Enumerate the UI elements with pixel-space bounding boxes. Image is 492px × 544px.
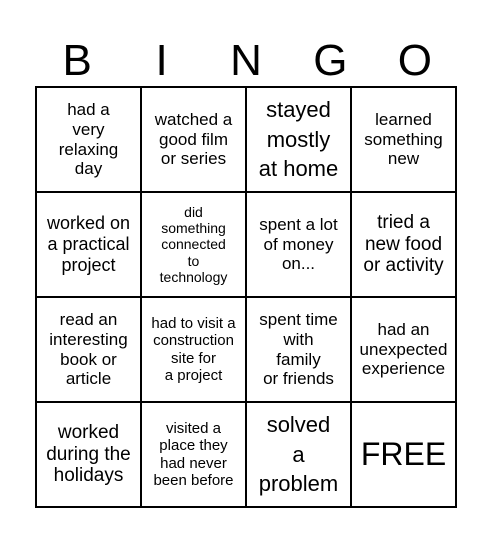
bingo-cell[interactable]: worked during the holidays — [37, 403, 142, 508]
header-letter-o: O — [397, 36, 432, 85]
bingo-cell[interactable]: had an unexpected experience — [352, 298, 457, 403]
bingo-cell[interactable]: spent a lot of money on... — [247, 193, 352, 298]
bingo-cell[interactable]: worked on a practical project — [37, 193, 142, 298]
bingo-cell[interactable]: did something connected to technology — [142, 193, 247, 298]
bingo-cell[interactable]: had to visit a construction site for a project — [142, 298, 247, 403]
bingo-cell[interactable]: spent time with family or friends — [247, 298, 352, 403]
bingo-cell[interactable]: solved a problem — [247, 403, 352, 508]
header-letter-i: I — [155, 36, 168, 85]
bingo-cell[interactable]: stayed mostly at home — [247, 88, 352, 193]
bingo-cell[interactable]: watched a good film or series — [142, 88, 247, 193]
header-letter-b: B — [62, 36, 92, 85]
bingo-grid — [35, 86, 457, 508]
bingo-header — [35, 36, 457, 86]
header-letter-g: G — [313, 36, 348, 85]
bingo-cell[interactable]: read an interesting book or article — [37, 298, 142, 403]
free-space-cell[interactable]: FREE — [352, 403, 457, 508]
bingo-cell[interactable]: tried a new food or activity — [352, 193, 457, 298]
bingo-cell[interactable]: learned something new — [352, 88, 457, 193]
bingo-cell[interactable]: visited a place they had never been before — [142, 403, 247, 508]
header-letter-n: N — [230, 36, 262, 85]
bingo-cell[interactable]: had a very relaxing day — [37, 88, 142, 193]
